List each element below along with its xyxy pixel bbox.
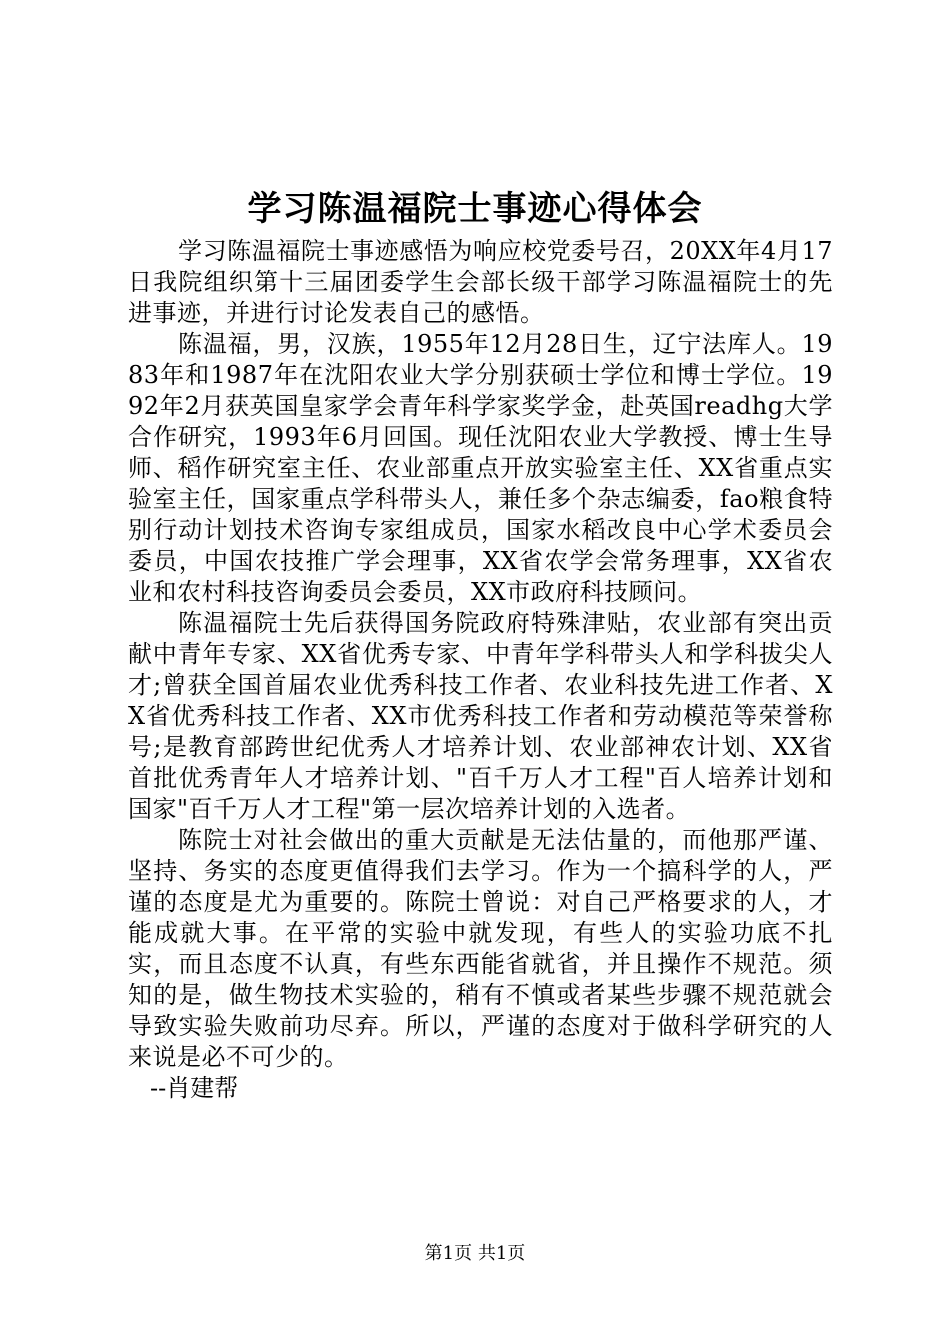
paragraph-intro: 学习陈温福院士事迹感悟为响应校党委号召，20XX年4月17日我院组织第十三届团委学生会部长级干部学习陈温福院士的先进事迹，并进行讨论发表自己的感悟。 bbox=[128, 237, 833, 327]
page-number-footer: 第1页 共1页 bbox=[424, 1243, 526, 1264]
document-body bbox=[128, 236, 833, 1104]
paragraph-honors: 陈温福院士先后获得国务院政府特殊津贴，农业部有突出贡献中青年专家、XX省优秀专家、中青年学科带头人和学科拔尖人才;曾获全国首届农业优秀科技工作者、农业科技先进工作者、XX省优秀科技工作者、XX市优秀科技工作者和劳动模范等荣誉称号;是教育部跨世纪优秀人才培养计划、农业部神农计划、XX省首批优秀青年人才培养计划、"百千万人才工程"百人培养计划和国家"百千万人才工程"第一层次培养计划的入选者。 bbox=[128, 609, 833, 823]
paragraph-biography: 陈温福，男，汉族，1955年12月28日生，辽宁法库人。1983年和1987年在沈阳农业大学分别获硕士学位和博士学位。1992年2月获英国皇家学会青年科学家奖学金，赴英国readhg大学合作研究，1993年6月回国。现任沈阳农业大学教授、博士生导师、稻作研究室主任、农业部重点开放实验室主任、XX省重点实验室主任，国家重点学科带头人，兼任多个杂志编委，fao粮食特别行动计划技术咨询专家组成员，国家水稻改良中心学术委员会委员，中国农技推广学会理事，XX省农学会常务理事，XX省农业和农村科技咨询委员会委员，XX市政府科技顾问。 bbox=[128, 330, 833, 606]
document-title: 学习陈温福院士事迹心得体会 bbox=[247, 189, 703, 229]
author-signature: --肖建帮 bbox=[150, 1074, 239, 1102]
paragraph-reflection: 陈院士对社会做出的重大贡献是无法估量的，而他那严谨、坚持、务实的态度更值得我们去学习。作为一个搞科学的人，严谨的态度是尤为重要的。陈院士曾说：对自己严格要求的人，才能成就大事。在平常的实验中就发现，有些人的实验功底不扎实，而且态度不认真，有些东西能省就省，并且操作不规范。须知的是，做生物技术实验的，稍有不慎或者某些步骤不规范就会导致实验失败前功尽弃。所以，严谨的态度对于做科学研究的人来说是必不可少的。 bbox=[128, 826, 833, 1071]
